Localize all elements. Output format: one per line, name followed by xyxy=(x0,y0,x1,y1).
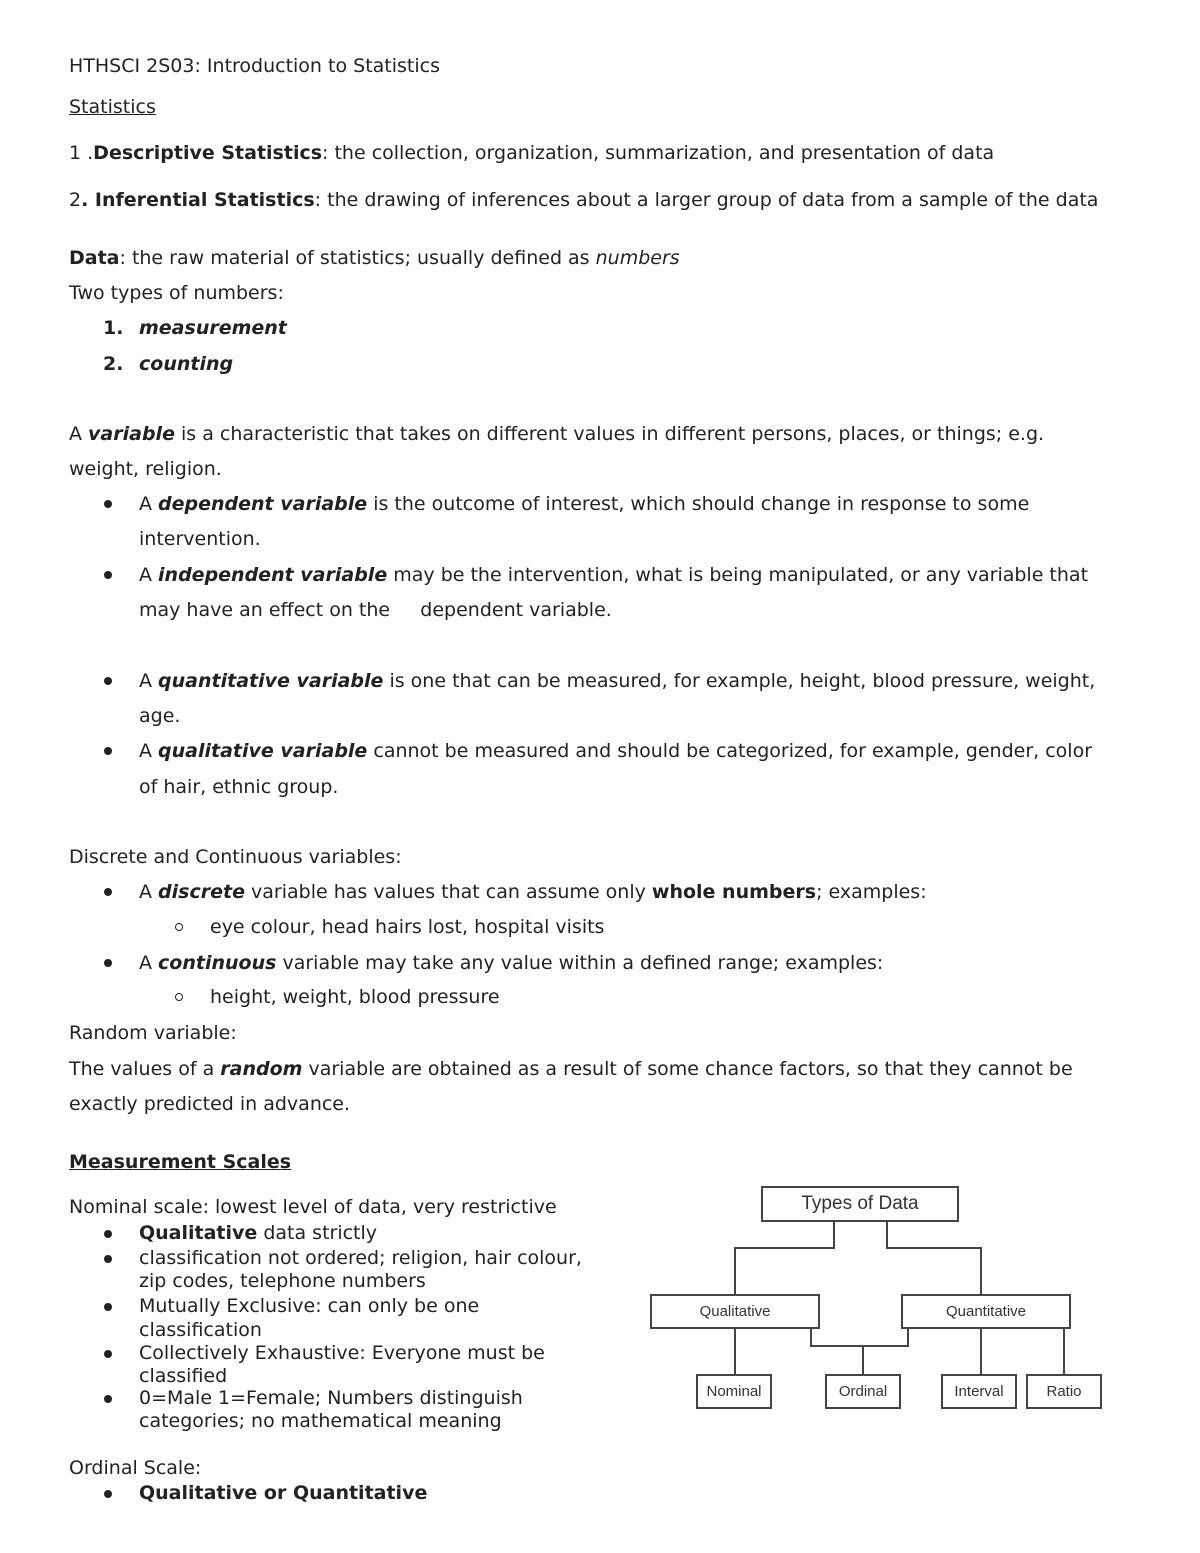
text: data strictly xyxy=(257,1222,378,1244)
variable-definition-cont: weight, religion. xyxy=(69,458,222,480)
bullet-icon xyxy=(104,1395,112,1403)
bullet-icon xyxy=(104,959,112,967)
descriptive-statistics-item xyxy=(69,142,994,164)
bullet-icon xyxy=(104,1230,112,1238)
statistics-heading: Statistics xyxy=(69,96,156,118)
nominal-bullet-cont: categories; no mathematical meaning xyxy=(139,1410,502,1432)
term: quantitative variable xyxy=(158,670,384,692)
item-number: 2. xyxy=(103,353,124,375)
diagram-ratio-node: Ratio xyxy=(1026,1374,1102,1409)
bullet-icon xyxy=(104,1350,112,1358)
numbered-item-text: measurement xyxy=(139,317,287,339)
text: The values of a xyxy=(69,1058,221,1080)
bullet-cont: of hair, ethnic group. xyxy=(139,776,339,798)
definition: may be the intervention, what is being manipulated, or any variable that xyxy=(387,564,1089,586)
quantitative-variable-bullet xyxy=(139,670,1095,692)
article: A xyxy=(139,952,159,974)
sub-bullet-icon xyxy=(175,993,183,1001)
data-definition xyxy=(69,247,680,269)
numbered-item xyxy=(103,317,123,339)
definition-end: ; examples: xyxy=(816,881,927,903)
article: A xyxy=(139,740,159,762)
definition: : the collection, organization, summarization, and presentation of data xyxy=(322,142,995,164)
numbered-item xyxy=(103,353,123,375)
nominal-bullet-cont: classification xyxy=(139,1319,262,1341)
numbered-item-text: counting xyxy=(139,353,234,375)
definition: is the outcome of interest, which should change in response to some xyxy=(367,493,1030,515)
sub-bullet-icon xyxy=(175,923,183,931)
diagram-nominal-node: Nominal xyxy=(696,1374,772,1409)
random-variable-definition-cont: exactly predicted in advance. xyxy=(69,1093,351,1115)
term: discrete xyxy=(158,881,245,903)
bullet-icon xyxy=(104,1303,112,1311)
article: A xyxy=(139,564,159,586)
item-number: 1. xyxy=(103,317,124,339)
diagram-interval-node: Interval xyxy=(941,1374,1017,1409)
term: continuous xyxy=(158,952,277,974)
term: random xyxy=(220,1058,303,1080)
term: . Inferential Statistics xyxy=(81,189,315,211)
diagram-quantitative-node: Quantitative xyxy=(901,1294,1071,1329)
term: independent variable xyxy=(158,564,388,586)
definition: variable has values that can assume only xyxy=(244,881,652,903)
italic-word: numbers xyxy=(595,247,680,269)
term: variable xyxy=(88,423,175,445)
bullet-cont: intervention. xyxy=(139,528,261,550)
term: Descriptive Statistics xyxy=(93,142,323,164)
two-types-label: Two types of numbers: xyxy=(69,282,284,304)
term: qualitative variable xyxy=(158,740,368,762)
term: Data xyxy=(69,247,120,269)
definition: cannot be measured and should be categorized, for example, gender, color xyxy=(367,740,1093,762)
bullet-icon xyxy=(104,1255,112,1263)
random-variable-definition xyxy=(69,1058,1073,1080)
article: A xyxy=(139,493,159,515)
article: A xyxy=(69,423,89,445)
discrete-continuous-heading: Discrete and Continuous variables: xyxy=(69,846,402,868)
nominal-heading: Nominal scale: lowest level of data, very restrictive xyxy=(69,1196,557,1218)
definition: : the raw material of statistics; usually defined as xyxy=(119,247,596,269)
definition: : the drawing of inferences about a larger group of data from a sample of the data xyxy=(314,189,1099,211)
course-title: HTHSCI 2S03: Introduction to Statistics xyxy=(69,55,440,77)
continuous-bullet xyxy=(139,952,883,974)
bullet-icon xyxy=(104,500,112,508)
random-variable-heading: Random variable: xyxy=(69,1022,237,1044)
ordinal-bullet: Qualitative or Quantitative xyxy=(139,1482,428,1504)
nominal-bullet-cont: zip codes, telephone numbers xyxy=(139,1270,426,1292)
bullet-icon xyxy=(104,677,112,685)
item-number: 2 xyxy=(69,189,82,211)
discrete-examples: eye colour, head hairs lost, hospital visits xyxy=(210,916,605,938)
nominal-bullet-cont: classified xyxy=(139,1365,228,1387)
independent-variable-bullet xyxy=(139,564,1088,586)
definition: is one that can be measured, for example, height, blood pressure, weight, xyxy=(383,670,1096,692)
bullet-icon xyxy=(104,747,112,755)
bullet-cont: age. xyxy=(139,705,181,727)
nominal-bullet: Collectively Exhaustive: Everyone must be xyxy=(139,1342,545,1364)
ordinal-heading: Ordinal Scale: xyxy=(69,1457,202,1479)
variable-definition xyxy=(69,423,1044,445)
nominal-bullet xyxy=(139,1222,377,1244)
nominal-bullet: 0=Male 1=Female; Numbers distinguish xyxy=(139,1387,523,1409)
definition: variable are obtained as a result of some chance factors, so that they cannot be xyxy=(302,1058,1073,1080)
types-of-data-diagram xyxy=(648,1184,1104,1414)
bullet-icon xyxy=(104,1490,112,1498)
discrete-bullet xyxy=(139,881,927,903)
bullet-icon xyxy=(104,888,112,896)
bold-phrase: Qualitative xyxy=(139,1222,258,1244)
bullet-cont: may have an effect on the dependent variable. xyxy=(139,599,612,621)
inferential-statistics-item xyxy=(69,189,1098,211)
dependent-variable-bullet xyxy=(139,493,1029,515)
diagram-qualitative-node: Qualitative xyxy=(650,1294,820,1329)
nominal-bullet: Mutually Exclusive: can only be one xyxy=(139,1295,480,1317)
diagram-ordinal-node: Ordinal xyxy=(825,1374,901,1409)
definition: is a characteristic that takes on different values in different persons, places, or things; e.g. xyxy=(174,423,1045,445)
definition: variable may take any value within a defined range; examples: xyxy=(276,952,884,974)
article: A xyxy=(139,881,159,903)
bold-phrase: whole numbers xyxy=(651,881,817,903)
nominal-bullet: classification not ordered; religion, hair colour, xyxy=(139,1247,582,1269)
item-number: 1 . xyxy=(69,142,94,164)
qualitative-variable-bullet xyxy=(139,740,1092,762)
diagram-root-node: Types of Data xyxy=(761,1186,959,1222)
bullet-icon xyxy=(104,571,112,579)
continuous-examples: height, weight, blood pressure xyxy=(210,986,500,1008)
measurement-scales-heading: Measurement Scales xyxy=(69,1151,292,1173)
article: A xyxy=(139,670,159,692)
term: dependent variable xyxy=(158,493,368,515)
